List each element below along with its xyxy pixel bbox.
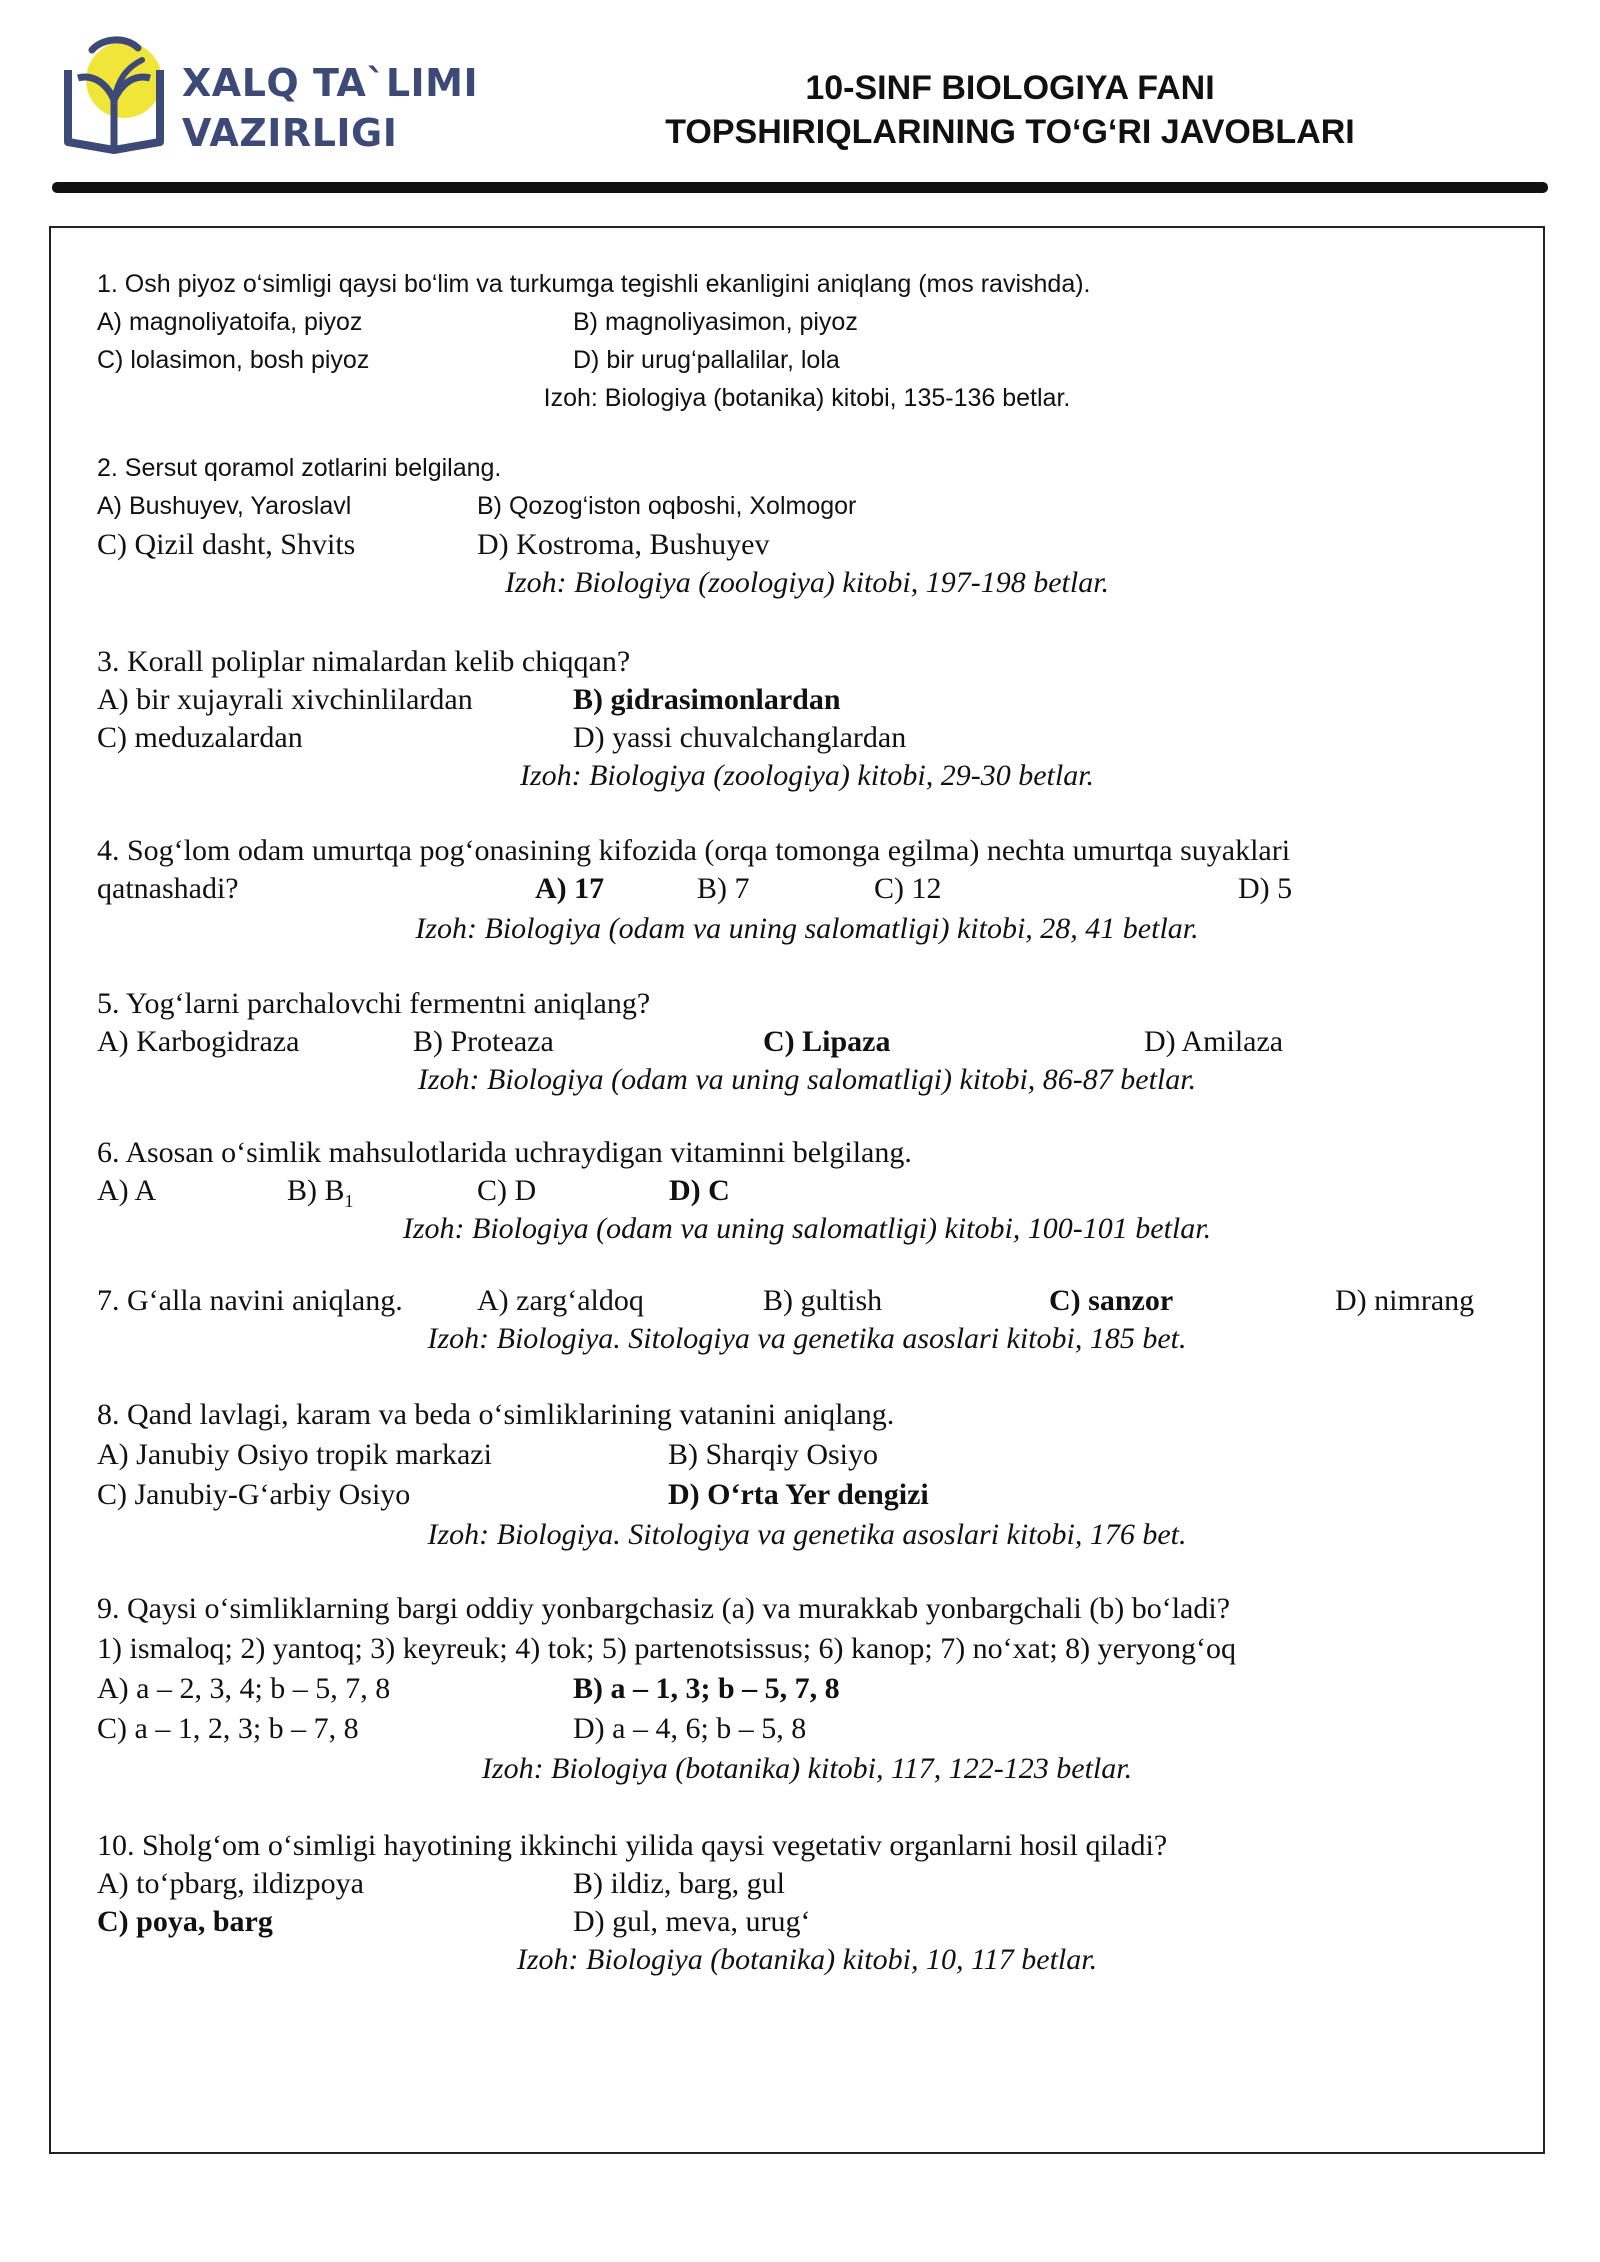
option-b-correct: B) gidrasimonlardan — [573, 683, 841, 716]
question-4 — [97, 832, 1517, 948]
option-a: A) magnoliyatoifa, piyoz — [97, 308, 363, 336]
question-10 — [97, 1827, 1517, 1979]
source-note: Izoh: Biologiya (zoologiya) kitobi, 29-30 betlar. — [519, 759, 1095, 792]
source-note: Izoh: Biologiya (odam va uning salomatligi) kitobi, 100-101 betlar. — [402, 1212, 1212, 1245]
option-a: A) zarg‘aldoq — [477, 1284, 644, 1317]
source-note: Izoh: Biologiya (odam va uning salomatligi) kitobi, 86-87 betlar. — [417, 1063, 1197, 1096]
ministry-name-line2: VAZIRLIGI — [182, 111, 398, 155]
option-a: A) bir xujayrali xivchinlilardan — [97, 683, 473, 716]
question-text: 3. Korall poliplar nimalardan kelib chiqqan? — [97, 645, 631, 678]
option-d-correct: D) C — [669, 1174, 730, 1207]
option-a: A) A — [97, 1174, 157, 1207]
question-6 — [97, 1134, 1517, 1248]
question-text: 5. Yog‘larni parchalovchi fermentni aniqlang? — [97, 987, 651, 1020]
question-3 — [97, 643, 1517, 795]
option-d: D) Kostroma, Bushuyev — [477, 528, 770, 561]
option-d: D) yassi chuvalchanglardan — [573, 721, 907, 754]
question-9 — [97, 1590, 1517, 1788]
option-d: D) Amilaza — [1144, 1025, 1284, 1058]
source-note: Izoh: Biologiya (odam va uning salomatligi) kitobi, 28, 41 betlar. — [415, 912, 1199, 945]
question-8 — [97, 1396, 1517, 1554]
ministry-logo-icon — [62, 30, 166, 160]
question-1 — [97, 266, 1517, 418]
source-note: Izoh: Biologiya (botanika) kitobi, 135-136 betlar. — [543, 384, 1071, 412]
option-a: A) Janubiy Osiyo tropik markazi — [97, 1438, 492, 1471]
option-d: D) 5 — [1238, 872, 1293, 905]
option-b: B) magnoliyasimon, piyoz — [573, 308, 858, 336]
option-c: C) a – 1, 2, 3; b – 7, 8 — [97, 1712, 359, 1745]
question-text: 7. G‘alla navini aniqlang. — [97, 1284, 403, 1317]
option-b-subscript: 1 — [344, 1191, 354, 1211]
option-c-correct: C) Lipaza — [763, 1025, 891, 1058]
option-d: D) gul, meva, urug‘ — [573, 1905, 811, 1938]
option-a: A) to‘pbarg, ildizpoya — [97, 1867, 364, 1900]
option-d: D) nimrang — [1335, 1284, 1475, 1317]
option-c: C) meduzalardan — [97, 721, 303, 754]
option-b: B) Qozog‘iston oqboshi, Xolmogor — [477, 492, 857, 520]
option-b-text: B) B — [287, 1174, 345, 1207]
option-b-correct: B) a – 1, 3; b – 5, 7, 8 — [573, 1672, 840, 1705]
option-c: C) D — [477, 1174, 537, 1207]
option-b: B) Proteaza — [413, 1025, 554, 1058]
question-5 — [97, 985, 1517, 1099]
question-text: 1. Osh piyoz o‘simligi qaysi bo‘lim va turkumga tegishli ekanligini aniqlang (mos ravishda). — [97, 270, 1091, 298]
option-b: B) ildiz, barg, gul — [573, 1867, 785, 1900]
question-7 — [97, 1282, 1517, 1358]
option-d: D) a – 4, 6; b – 5, 8 — [573, 1712, 807, 1745]
header-divider — [52, 182, 1548, 193]
question-text: 6. Asosan o‘simlik mahsulotlarida uchraydigan vitaminni belgilang. — [97, 1136, 912, 1169]
option-b: B) gultish — [763, 1284, 883, 1317]
option-c-correct: C) sanzor — [1049, 1284, 1174, 1317]
option-c: C) Janubiy-G‘arbiy Osiyo — [97, 1478, 411, 1511]
question-text: 10. Sholg‘om o‘simligi hayotining ikkinchi yilida qaysi vegetativ organlarni hosil qiladi? — [97, 1829, 1168, 1862]
option-a: A) a – 2, 3, 4; b – 5, 7, 8 — [97, 1672, 391, 1705]
option-b: B) Sharqiy Osiyo — [668, 1438, 878, 1471]
option-c: C) 12 — [874, 872, 942, 905]
source-note: Izoh: Biologiya (zoologiya) kitobi, 197-198 betlar. — [504, 566, 1110, 599]
option-a-correct: A) 17 — [535, 872, 605, 905]
option-b: B) 7 — [697, 872, 750, 905]
source-note: Izoh: Biologiya. Sitologiya va genetika asoslari kitobi, 176 bet. — [427, 1518, 1187, 1551]
option-c-correct: C) poya, barg — [97, 1905, 273, 1938]
option-d-correct: D) O‘rta Yer dengizi — [668, 1478, 929, 1511]
question-text: 4. Sog‘lom odam umurtqa pog‘onasining kifozida (orqa tomonga egilma) nechta umurtqa suyaklari — [97, 834, 1291, 867]
question-text: 8. Qand lavlagi, karam va beda o‘simliklarining vatanini aniqlang. — [97, 1398, 895, 1431]
page-title — [600, 66, 1420, 154]
page-title-line1: 10-SINF BIOLOGIYA FANI — [805, 69, 1215, 107]
option-d: D) bir urug‘pallalilar, lola — [573, 346, 840, 374]
page-title-line2: TOPSHIRIQLARINING TO‘G‘RI JAVOBLARI — [665, 113, 1355, 151]
question-text-cont: qatnashadi? — [97, 872, 239, 905]
option-a: A) Karbogidraza — [97, 1025, 300, 1058]
option-a: A) Bushuyev, Yaroslavl — [97, 492, 352, 520]
ministry-name — [182, 58, 478, 158]
option-c: C) lolasimon, bosh piyoz — [97, 346, 370, 374]
question-2 — [97, 450, 1517, 602]
plant-list: 1) ismaloq; 2) yantoq; 3) keyreuk; 4) tok; 5) partenotsissus; 6) kanop; 7) no‘xat; 8) yeryong‘oq — [97, 1632, 1236, 1665]
question-text: 9. Qaysi o‘simliklarning bargi oddiy yonbargchasiz (a) va murakkab yonbargchali (b) bo‘ladi? — [97, 1592, 1231, 1625]
ministry-name-line1: XALQ TA`LIMI — [182, 61, 479, 105]
source-note: Izoh: Biologiya. Sitologiya va genetika asoslari kitobi, 185 bet. — [427, 1322, 1187, 1355]
source-note: Izoh: Biologiya (botanika) kitobi, 117, 122-123 betlar. — [481, 1752, 1133, 1785]
source-note: Izoh: Biologiya (botanika) kitobi, 10, 117 betlar. — [516, 1943, 1098, 1976]
question-text: 2. Sersut qoramol zotlarini belgilang. — [97, 454, 502, 482]
option-c: C) Qizil dasht, Shvits — [97, 528, 356, 561]
